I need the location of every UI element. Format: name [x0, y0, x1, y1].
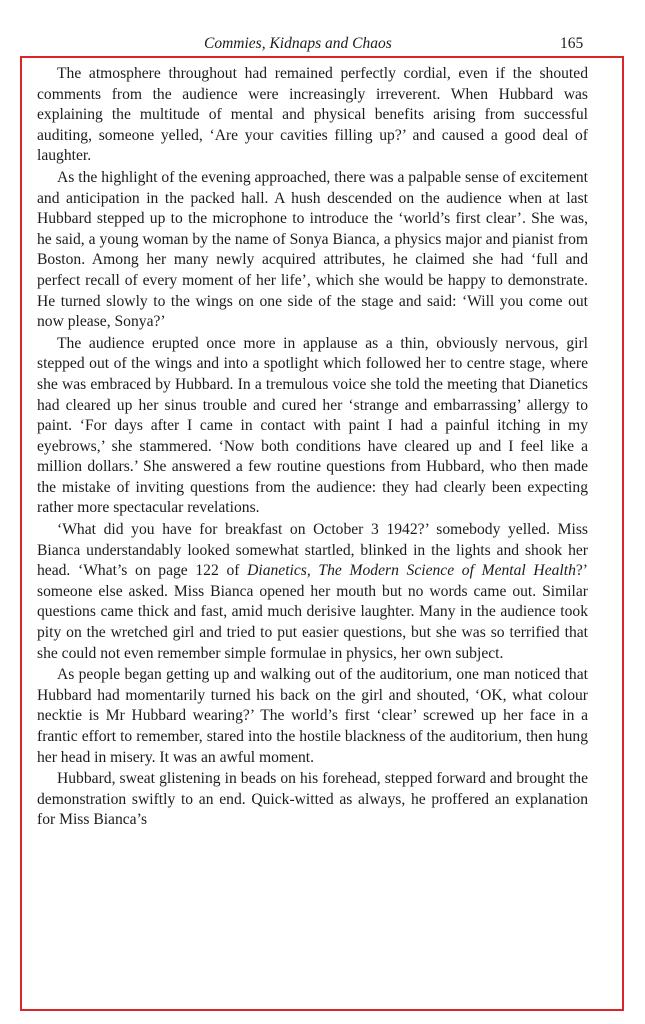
running-head [0, 34, 645, 54]
paragraph-4-text-before: ‘What did you have for breakfast on October 3 1942?’ somebody yelled. Miss Bianca understandably looked somewhat startled, blinked in the lights and shook her head. ‘What’s on page 122 of [37, 521, 588, 580]
body-text [37, 64, 588, 831]
page-number: 165 [560, 35, 584, 52]
paragraph-2: As the highlight of the evening approached, there was a palpable sense of excitement and anticipation in the packed hall. A hush descended on the audience when at last Hubbard stepped up to the microphone to introduce the ‘world’s first clear’. She was, he said, a young woman by the name of Sonya Bianca, a physics major and pianist from Boston. Among her many newly acquired attributes, he claimed she had ‘full and perfect recall of every moment of her life’, which she would be happy to demonstrate. He turned slowly to the wings on one side of the stage and said: ‘Will you come out now please, Sonya?’ [37, 168, 588, 331]
running-title: Commies, Kidnaps and Chaos [204, 35, 392, 52]
paragraph-6: Hubbard, sweat glistening in beads on his forehead, stepped forward and brought the demonstration swiftly to an end. Quick-witted as always, he proffered an explanation for Miss Bianca’s [37, 770, 588, 829]
paragraph-4 [37, 520, 588, 664]
paragraph-5: As people began getting up and walking out of the auditorium, one man noticed that Hubbard had momentarily turned his back on the girl and shouted, ‘OK, what colour necktie is Mr Hubbard wearing?’ The world’s first ‘clear’ screwed up her face in a frantic effort to remember, stared into the hostile blackness of the auditorium, then hung her head in misery. It was an awful moment. [37, 666, 588, 766]
paragraph-1: The atmosphere throughout had remained perfectly cordial, even if the shouted comments from the audience were increasingly irreverent. When Hubbard was explaining the multitude of mental and physical benefits arising from successful auditing, someone yelled, ‘Are your cavities filling up?’ and caused a good deal of laughter. [37, 65, 588, 165]
paragraph-3: The audience erupted once more in applause as a thin, obviously nervous, girl stepped out of the wings and into a spotlight which followed her to centre stage, where she was embraced by Hubbard. In a tremulous voice she told the meeting that Dianetics had cleared up her sinus trouble and cured her ‘strange and embarrassing’ allergy to paint. ‘For days after I came in contact with paint I had a painful itching in my eyebrows,’ she stammered. ‘Now both conditions have cleared up and I feel like a million dollars.’ She answered a few routine questions from Hubbard, who then made the mistake of inviting questions from the audience: they had clearly been expecting rather more spectacular revelations. [37, 334, 588, 517]
paragraph-4-text-after: ?’ someone else asked. Miss Bianca opened her mouth but no words came out. Similar questions came thick and fast, amid much derisive laughter. Many in the audience took pity on the wretched girl and tried to put easier questions, but she was so terrified that she could not even remember simple formulae in physics, her own subject. [37, 562, 589, 662]
book-title: Dianetics, The Modern Science of Mental Health [247, 562, 576, 580]
